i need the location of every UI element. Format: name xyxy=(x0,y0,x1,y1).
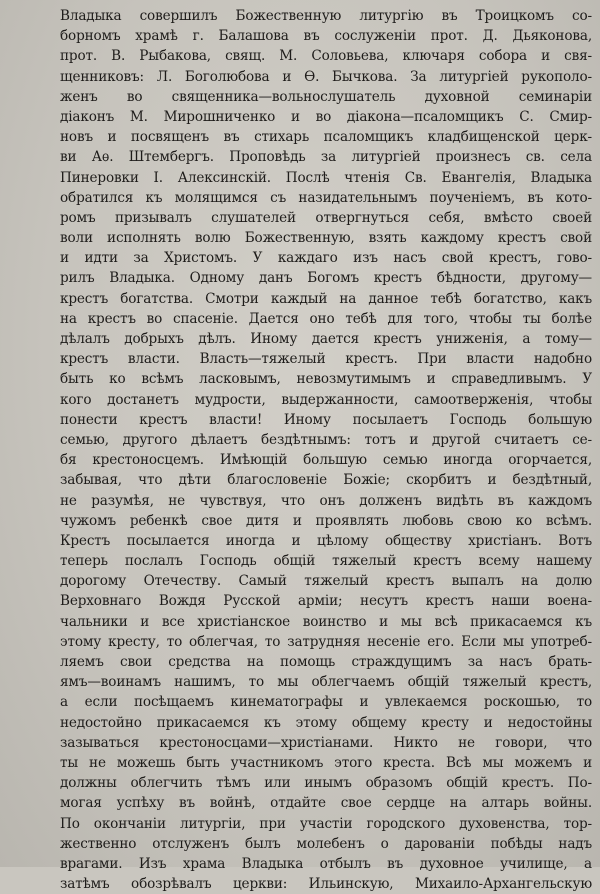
text-line: чужомъ ребенкѣ свое дитя и проявлять любовь свою ко всѣмъ. xyxy=(60,512,592,529)
text-line: зазываться крестоносцами—христіанами. Никто не говори, что xyxy=(60,734,592,751)
text-line: ви Аѳ. Штембергъ. Проповѣдь за литургіей произнесъ св. села xyxy=(60,149,592,166)
text-line: щенниковъ: Л. Боголюбова и Ѳ. Бычкова. За литургіей рукополо- xyxy=(60,68,592,85)
text-line: ляемъ свои средства на помощь страждущимъ за насъ брать- xyxy=(60,654,592,670)
text-line: Крестъ посылается иногда и цѣлому обществу христіанъ. Вотъ xyxy=(60,532,592,549)
text-line: воли исполнять волю Божественную, взять каждому крестъ свой xyxy=(60,230,592,247)
text-line: новъ и посвященъ въ стихарь псаломщикъ кладбищенской церк- xyxy=(60,129,592,146)
text-line: женъ во священника—вольнослушатель духовной семинаріи xyxy=(60,88,592,105)
text-line: могая успѣху въ войнѣ, отдайте свое сердце на алтарь войны. xyxy=(60,795,592,812)
text-line: ямъ—воинамъ нашимъ, то мы облегчаемъ общій тяжелый крестъ, xyxy=(60,674,592,691)
text-line: семью, другого дѣлаетъ бездѣтнымъ: тотъ и другой считаетъ се- xyxy=(60,431,592,448)
body-text xyxy=(60,6,592,894)
text-line: жественно отслуженъ былъ молебенъ о дарованіи побѣды надъ xyxy=(60,835,592,852)
text-line: этому кресту, то облегчая, то затрудняя несеніе его. Если мы употреб- xyxy=(60,633,592,650)
text-line: прот. В. Рыбакова, свящ. М. Соловьева, ключаря собора и свя- xyxy=(60,48,592,65)
text-line: обратился къ молящимся съ назидательнымъ поученіемъ, въ кото- xyxy=(60,189,592,206)
text-line: крестъ власти. Власть—тяжелый крестъ. При власти надобно xyxy=(60,351,592,368)
text-line: быть ко всѣмъ ласковымъ, невозмутимымъ и справедливымъ. У xyxy=(60,371,592,388)
text-line: ромъ призывалъ слушателей отвергнуться себя, вмѣсто своей xyxy=(60,209,592,226)
text-line: должны облегчить тѣмъ или инымъ образомъ общій крестъ. По- xyxy=(60,775,592,792)
text-line: дорогому Отечеству. Самый тяжелый крестъ выпалъ на долю xyxy=(60,573,592,590)
text-line: діаконъ М. Мирошниченко и во діакона—псаломщикъ С. Смир- xyxy=(60,108,592,125)
text-line: Владыка совершилъ Божественную литургію въ Троицкомъ со- xyxy=(60,8,592,24)
text-line: а если посѣщаемъ кинематографы и увлекаемся роскошью, то xyxy=(60,694,592,711)
text-line: недостойно прикасаемся къ этому общему кресту и недостойны xyxy=(60,714,592,731)
text-line: врагами. Изъ храма Владыка отбылъ въ духовное училище, а xyxy=(60,855,592,872)
text-line: на крестъ во спасеніе. Дается оно тебѣ для того, чтобы ты болѣе xyxy=(60,310,592,327)
text-line: рилъ Владыка. Одному данъ Богомъ крестъ бѣдности, другому— xyxy=(60,270,592,287)
text-line: забывая, что дѣти благословеніе Божіе; скорбитъ и бездѣтный, xyxy=(60,472,592,489)
text-line: борномъ храмѣ г. Балашова въ сослуженіи прот. Д. Дьяконова, xyxy=(60,28,592,45)
text-line: понести крестъ власти! Иному посылаетъ Господь большую xyxy=(60,411,592,428)
text-line: крестъ богатства. Смотри каждый на данное тебѣ богатство, какъ xyxy=(60,290,592,307)
text-line: бя крестоносцемъ. Имѣющій большую семью иногда огорчается, xyxy=(60,452,592,469)
text-line: затѣмъ обозрѣвалъ церкви: Ильинскую, Михаило-Архангельскую xyxy=(60,876,592,893)
text-line: ты не можешь быть участникомъ этого креста. Всѣ мы можемъ и xyxy=(60,754,592,771)
text-line: кого достанетъ мудрости, выдержанности, самоотверженія, чтобы xyxy=(60,391,592,408)
text-line: и идти за Христомъ. У каждаго изъ насъ свой крестъ, гово- xyxy=(60,250,592,267)
text-line: теперь послалъ Господь общій тяжелый крестъ всему нашему xyxy=(60,553,592,570)
text-line: дѣлалъ добрыхъ дѣлъ. Иному дается крестъ униженія, а тому— xyxy=(60,331,592,347)
text-line: чальники и все христіанское воинство и мы всѣ прикасаемся къ xyxy=(60,613,592,630)
text-line: не разумѣя, не чувствуя, что онъ долженъ видѣть въ каждомъ xyxy=(60,492,592,509)
text-line: По окончаніи литургіи, при участіи городского духовенства, тор- xyxy=(60,815,592,832)
text-line: Пинеровки I. Алексинскій. Послѣ чтенія Св. Евангелія, Владыка xyxy=(60,169,592,186)
text-line: Верховнаго Вождя Русской арміи; несутъ крестъ наши военa- xyxy=(60,593,592,610)
